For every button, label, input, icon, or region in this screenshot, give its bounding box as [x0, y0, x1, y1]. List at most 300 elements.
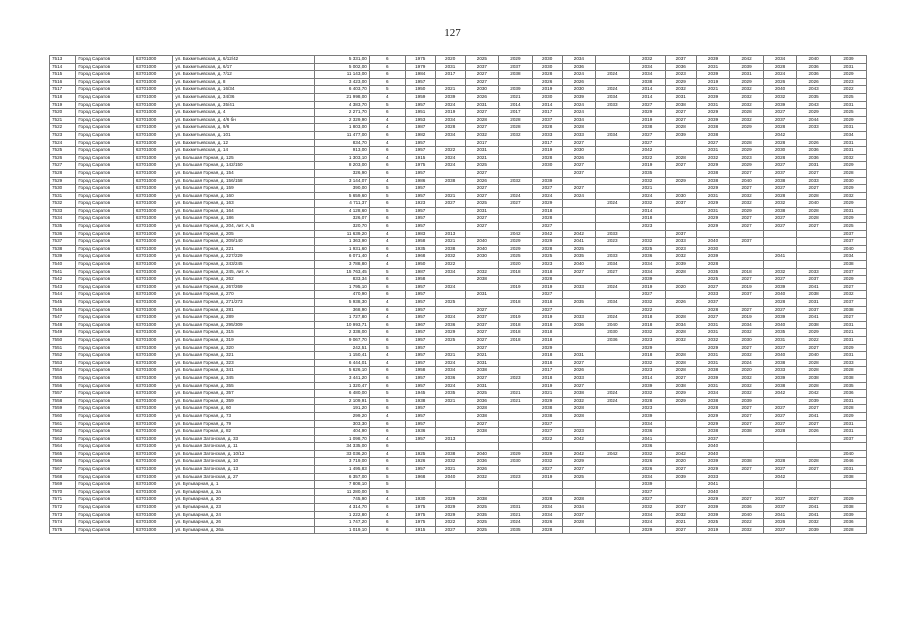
- table-cell: 2023: [730, 154, 764, 162]
- table-cell: 2037: [763, 169, 797, 177]
- table-cell: ул. Большая Горная, д. 271/273: [173, 299, 314, 307]
- table-cell: 6: [369, 458, 405, 466]
- table-cell: 7521: [50, 116, 76, 124]
- table-cell: 2033: [596, 230, 630, 238]
- table-cell: 33 036,20: [314, 450, 369, 458]
- table-cell: 2027: [763, 276, 797, 284]
- table-cell: ул. Большая Горная, д. 142/150: [173, 162, 314, 170]
- table-cell: 2025: [696, 276, 730, 284]
- table-cell: 1968: [405, 473, 435, 481]
- table-cell: [499, 428, 533, 436]
- table-cell: 7550: [50, 336, 76, 344]
- table-cell: 2031: [696, 101, 730, 109]
- table-cell: 2032: [435, 253, 465, 261]
- table-cell: 2027: [797, 466, 831, 474]
- table-cell: 63701000: [133, 238, 173, 246]
- table-cell: 7574: [50, 519, 76, 527]
- table-cell: 2034: [435, 268, 465, 276]
- table-cell: 2024: [435, 314, 465, 322]
- table-row: [50, 238, 867, 246]
- table-cell: [596, 511, 630, 519]
- table-cell: Город Саратов: [76, 367, 134, 375]
- table-cell: [797, 450, 831, 458]
- table-cell: 299,20: [314, 412, 369, 420]
- table-cell: 2031: [465, 382, 499, 390]
- table-cell: ул. Бахметьевская, д. 8: [173, 78, 314, 86]
- table-cell: 2032: [730, 192, 764, 200]
- table-cell: 2029: [830, 412, 866, 420]
- table-cell: 63701000: [133, 321, 173, 329]
- table-cell: 2023: [596, 238, 630, 246]
- table-cell: 2027: [562, 466, 596, 474]
- table-cell: [435, 428, 465, 436]
- table-cell: 1957: [405, 215, 435, 223]
- table-cell: 2034: [629, 473, 665, 481]
- table-cell: 2038: [763, 359, 797, 367]
- table-cell: [730, 253, 764, 261]
- table-cell: 63701000: [133, 185, 173, 193]
- table-cell: ул. Большая Горная, д. 156/158: [173, 177, 314, 185]
- table-cell: 63701000: [133, 458, 173, 466]
- table-cell: 2029: [696, 200, 730, 208]
- table-cell: 2038: [499, 71, 533, 79]
- table-cell: 2034: [532, 504, 562, 512]
- table-cell: 2036: [435, 321, 465, 329]
- table-cell: 2028: [696, 261, 730, 269]
- table-cell: 5: [369, 86, 405, 94]
- table-cell: [435, 185, 465, 193]
- table-cell: 1957: [405, 207, 435, 215]
- table-cell: 2029: [665, 177, 696, 185]
- table-cell: ул. Большая Затонская, д. 13: [173, 466, 314, 474]
- table-row: [50, 428, 867, 436]
- table-cell: 7525: [50, 147, 76, 155]
- table-cell: Город Саратов: [76, 488, 134, 496]
- table-row: [50, 511, 867, 519]
- table-cell: [435, 215, 465, 223]
- table-cell: 5: [369, 185, 405, 193]
- table-cell: 2025: [562, 473, 596, 481]
- table-cell: 7532: [50, 200, 76, 208]
- table-cell: 2034: [696, 390, 730, 398]
- table-cell: 2027: [465, 223, 499, 231]
- table-cell: 63701000: [133, 412, 173, 420]
- table-cell: 2019: [696, 526, 730, 534]
- table-cell: 2036: [797, 71, 831, 79]
- table-row: [50, 78, 867, 86]
- table-cell: 2040: [696, 443, 730, 451]
- table-cell: 63701000: [133, 93, 173, 101]
- table-cell: 2021: [499, 397, 533, 405]
- table-cell: 2019: [730, 283, 764, 291]
- table-cell: [499, 185, 533, 193]
- table-cell: 2021: [499, 511, 533, 519]
- table-cell: 2025: [435, 299, 465, 307]
- table-cell: [596, 382, 630, 390]
- table-cell: 2027: [532, 291, 562, 299]
- table-cell: 2021: [696, 86, 730, 94]
- table-cell: 2019: [435, 109, 465, 117]
- table-cell: Город Саратов: [76, 71, 134, 79]
- table-cell: 2028: [465, 116, 499, 124]
- table-cell: 1957: [405, 291, 435, 299]
- table-cell: 1957: [405, 420, 435, 428]
- table-cell: [499, 291, 533, 299]
- table-cell: 2039: [562, 93, 596, 101]
- table-cell: 2031: [696, 192, 730, 200]
- table-cell: 2028: [730, 109, 764, 117]
- table-cell: [435, 420, 465, 428]
- table-cell: 2036: [830, 519, 866, 527]
- table-cell: 1968: [405, 253, 435, 261]
- table-cell: 5: [369, 207, 405, 215]
- table-cell: Город Саратов: [76, 374, 134, 382]
- table-cell: 2031: [696, 382, 730, 390]
- table-cell: 2024: [499, 519, 533, 527]
- table-cell: 9 067,70: [314, 336, 369, 344]
- table-cell: 2042: [763, 390, 797, 398]
- table-cell: 2032: [629, 504, 665, 512]
- table-cell: ул. Большая Горная, д. 270: [173, 291, 314, 299]
- table-cell: [499, 78, 533, 86]
- table-cell: 2031: [797, 162, 831, 170]
- table-cell: 1957: [405, 306, 435, 314]
- table-cell: 2038: [730, 428, 764, 436]
- table-cell: ул. Бахметьевская, д. 35/41: [173, 101, 314, 109]
- table-cell: 7518: [50, 93, 76, 101]
- table-cell: ул. Большая Горная, д. 345: [173, 374, 314, 382]
- table-cell: 2037: [730, 291, 764, 299]
- table-cell: 2020: [730, 367, 764, 375]
- table-cell: 6: [369, 147, 405, 155]
- table-cell: 1957: [405, 405, 435, 413]
- table-cell: [763, 261, 797, 269]
- table-cell: 4: [369, 435, 405, 443]
- table-cell: 2028: [532, 496, 562, 504]
- table-cell: [499, 154, 533, 162]
- table-cell: 2037: [763, 504, 797, 512]
- table-cell: 7523: [50, 131, 76, 139]
- table-cell: 2038: [629, 124, 665, 132]
- table-cell: 7535: [50, 223, 76, 231]
- table-cell: [562, 329, 596, 337]
- table-cell: 2032: [730, 526, 764, 534]
- table-cell: 6: [369, 526, 405, 534]
- table-cell: ул. Большая Горная, д. 355: [173, 382, 314, 390]
- table-row: [50, 504, 867, 512]
- table-cell: 2037: [797, 276, 831, 284]
- table-cell: 1938: [405, 397, 435, 405]
- table-cell: 7537: [50, 238, 76, 246]
- table-cell: 2032: [499, 177, 533, 185]
- table-cell: Город Саратов: [76, 412, 134, 420]
- table-cell: 2035: [465, 511, 499, 519]
- table-cell: 2029: [499, 450, 533, 458]
- table-cell: 2028: [665, 352, 696, 360]
- table-cell: 2037: [696, 435, 730, 443]
- table-cell: 2027: [532, 428, 562, 436]
- table-cell: 2020: [435, 56, 465, 64]
- table-cell: 63701000: [133, 397, 173, 405]
- table-cell: 2027: [532, 306, 562, 314]
- table-cell: 2028: [830, 526, 866, 534]
- table-cell: 2037: [465, 63, 499, 71]
- table-cell: 2038: [435, 245, 465, 253]
- table-cell: 2034: [629, 71, 665, 79]
- table-cell: 7555: [50, 374, 76, 382]
- table-cell: 1958: [405, 367, 435, 375]
- table-cell: Город Саратов: [76, 443, 134, 451]
- table-cell: [562, 336, 596, 344]
- table-cell: [596, 428, 630, 436]
- table-cell: [499, 162, 533, 170]
- table-cell: 2031: [830, 124, 866, 132]
- table-cell: 2028: [830, 405, 866, 413]
- table-cell: 11 280,00: [314, 488, 369, 496]
- table-cell: 2038: [696, 428, 730, 436]
- table-cell: [562, 177, 596, 185]
- table-cell: 2028: [532, 124, 562, 132]
- table-cell: 2027: [562, 139, 596, 147]
- table-row: [50, 93, 867, 101]
- table-cell: 2031: [830, 63, 866, 71]
- table-cell: 2019: [532, 473, 562, 481]
- table-cell: 2021: [465, 154, 499, 162]
- table-cell: 2038: [665, 101, 696, 109]
- table-cell: 1957: [405, 169, 435, 177]
- table-cell: 2023: [665, 245, 696, 253]
- table-cell: 2036: [830, 390, 866, 398]
- table-cell: 2026: [629, 466, 665, 474]
- table-cell: 2034: [629, 511, 665, 519]
- table-cell: 2027: [763, 162, 797, 170]
- table-cell: [465, 283, 499, 291]
- table-cell: 2031: [696, 321, 730, 329]
- table-cell: 2018: [532, 352, 562, 360]
- table-cell: 2041: [797, 412, 831, 420]
- table-cell: 63701000: [133, 466, 173, 474]
- table-cell: Город Саратов: [76, 109, 134, 117]
- table-cell: 2026: [562, 367, 596, 375]
- table-cell: 2032: [730, 116, 764, 124]
- table-cell: [596, 504, 630, 512]
- table-cell: 2014: [629, 374, 665, 382]
- table-cell: 2030: [562, 147, 596, 155]
- table-cell: [465, 488, 499, 496]
- table-cell: 4: [369, 352, 405, 360]
- table-cell: 63701000: [133, 230, 173, 238]
- table-cell: 2036: [797, 147, 831, 155]
- table-cell: 2028: [797, 192, 831, 200]
- table-cell: ул. Бульварная, д. 2а: [173, 488, 314, 496]
- table-cell: 2026: [797, 139, 831, 147]
- table-cell: [596, 207, 630, 215]
- table-cell: 4: [369, 359, 405, 367]
- table-cell: 2028: [499, 116, 533, 124]
- table-cell: ул. Большая Затонская, д. 10: [173, 458, 314, 466]
- table-cell: 2027: [763, 526, 797, 534]
- table-cell: Город Саратов: [76, 321, 134, 329]
- table-cell: ул. Большая Горная, д. 125: [173, 154, 314, 162]
- table-cell: 2018: [629, 352, 665, 360]
- table-cell: 2039: [696, 511, 730, 519]
- table-cell: 63701000: [133, 519, 173, 527]
- table-cell: 2040: [797, 56, 831, 64]
- table-cell: 63701000: [133, 443, 173, 451]
- table-cell: 2029: [532, 238, 562, 246]
- table-cell: 2035: [696, 268, 730, 276]
- table-cell: 63701000: [133, 177, 173, 185]
- table-cell: 2017: [532, 367, 562, 375]
- table-cell: 6: [369, 367, 405, 375]
- table-row: [50, 56, 867, 64]
- table-cell: [499, 306, 533, 314]
- table-cell: [596, 56, 630, 64]
- table-cell: 2038: [696, 131, 730, 139]
- table-cell: 2023: [629, 367, 665, 375]
- table-cell: [465, 443, 499, 451]
- table-cell: 7530: [50, 185, 76, 193]
- table-cell: 7539: [50, 253, 76, 261]
- table-cell: 2014: [629, 86, 665, 94]
- table-row: [50, 268, 867, 276]
- table-cell: 7528: [50, 169, 76, 177]
- table-cell: 2038: [629, 78, 665, 86]
- table-cell: 2040: [696, 488, 730, 496]
- table-cell: 2038: [696, 367, 730, 375]
- table-cell: ул. Большая Горная, д. 295/309: [173, 321, 314, 329]
- table-cell: 2040: [763, 352, 797, 360]
- table-cell: 2034: [562, 116, 596, 124]
- table-cell: Город Саратов: [76, 215, 134, 223]
- table-cell: 2018: [499, 299, 533, 307]
- table-cell: 2031: [830, 352, 866, 360]
- table-cell: 2034: [435, 367, 465, 375]
- table-cell: 2024: [499, 192, 533, 200]
- table-cell: 2031: [665, 93, 696, 101]
- table-cell: 2032: [730, 93, 764, 101]
- table-cell: 2042: [763, 131, 797, 139]
- table-cell: [532, 169, 562, 177]
- table-cell: [665, 435, 696, 443]
- table-cell: 2027: [797, 405, 831, 413]
- table-cell: 2025: [465, 56, 499, 64]
- table-cell: 2032: [763, 200, 797, 208]
- table-cell: [596, 443, 630, 451]
- table-cell: 2018: [629, 314, 665, 322]
- table-cell: Город Саратов: [76, 504, 134, 512]
- table-cell: 2039: [797, 526, 831, 534]
- table-cell: 2028: [562, 405, 596, 413]
- table-cell: ул. Большая Горная, д. 281: [173, 306, 314, 314]
- table-cell: 3 788,80: [314, 261, 369, 269]
- table-cell: 2020: [665, 283, 696, 291]
- table-cell: [596, 519, 630, 527]
- table-cell: [730, 443, 764, 451]
- table-cell: [562, 420, 596, 428]
- table-cell: ул. Большая Горная, д. 243/245: [173, 261, 314, 269]
- table-cell: 2027: [730, 344, 764, 352]
- table-cell: 2027: [730, 496, 764, 504]
- table-cell: [596, 458, 630, 466]
- table-cell: 2017: [435, 71, 465, 79]
- table-cell: 2036: [465, 458, 499, 466]
- table-cell: ул. Большая Горная, д. 262: [173, 276, 314, 284]
- table-cell: 2021: [665, 519, 696, 527]
- table-cell: 2024: [596, 314, 630, 322]
- table-cell: 2027: [763, 344, 797, 352]
- table-cell: [730, 450, 764, 458]
- table-cell: 2032: [629, 200, 665, 208]
- table-cell: ул. Бульварная, д. 26а: [173, 526, 314, 534]
- table-cell: 1 363,90: [314, 238, 369, 246]
- table-cell: 2035: [763, 329, 797, 337]
- table-cell: [435, 139, 465, 147]
- table-cell: 2022: [532, 435, 562, 443]
- table-cell: 2032: [730, 101, 764, 109]
- table-cell: [665, 420, 696, 428]
- table-cell: 63701000: [133, 200, 173, 208]
- table-cell: [665, 139, 696, 147]
- table-cell: ул. Бахметьевская, д. 4/6 бн: [173, 116, 314, 124]
- table-cell: 2021: [435, 192, 465, 200]
- table-cell: [499, 367, 533, 375]
- table-cell: Город Саратов: [76, 169, 134, 177]
- table-cell: 2038: [730, 458, 764, 466]
- table-cell: 2021: [435, 86, 465, 94]
- table-cell: [499, 382, 533, 390]
- table-row: [50, 276, 867, 284]
- table-cell: Город Саратов: [76, 101, 134, 109]
- table-cell: 2028: [797, 215, 831, 223]
- table-cell: 4: [369, 314, 405, 322]
- table-cell: 2025: [532, 253, 562, 261]
- table-cell: [763, 450, 797, 458]
- table-cell: 2024: [562, 101, 596, 109]
- table-row: [50, 215, 867, 223]
- table-cell: 2034: [629, 268, 665, 276]
- table-cell: 2037: [696, 299, 730, 307]
- table-cell: 21 998,00: [314, 93, 369, 101]
- table-cell: 2040: [562, 261, 596, 269]
- table-cell: [596, 359, 630, 367]
- table-cell: 2027: [763, 412, 797, 420]
- table-cell: 63701000: [133, 526, 173, 534]
- table-cell: 63701000: [133, 116, 173, 124]
- table-cell: 2029: [830, 276, 866, 284]
- table-cell: 2032: [629, 238, 665, 246]
- table-cell: 63701000: [133, 139, 173, 147]
- table-cell: 2037: [830, 268, 866, 276]
- table-cell: 2040: [465, 238, 499, 246]
- table-cell: Город Саратов: [76, 405, 134, 413]
- table-row: [50, 162, 867, 170]
- table-cell: 2032: [830, 192, 866, 200]
- table-cell: 2037: [665, 56, 696, 64]
- table-cell: Город Саратов: [76, 78, 134, 86]
- table-cell: 2040: [465, 450, 499, 458]
- table-cell: 2027: [629, 488, 665, 496]
- table-cell: 2040: [696, 450, 730, 458]
- table-cell: ул. Бульварная, д. 23: [173, 504, 314, 512]
- table-cell: 2027: [730, 223, 764, 231]
- table-cell: 1957: [405, 192, 435, 200]
- table-cell: [730, 299, 764, 307]
- table-cell: 2027: [532, 466, 562, 474]
- table-cell: 1 320,47: [314, 382, 369, 390]
- table-cell: 2029: [499, 245, 533, 253]
- table-cell: 5: [369, 488, 405, 496]
